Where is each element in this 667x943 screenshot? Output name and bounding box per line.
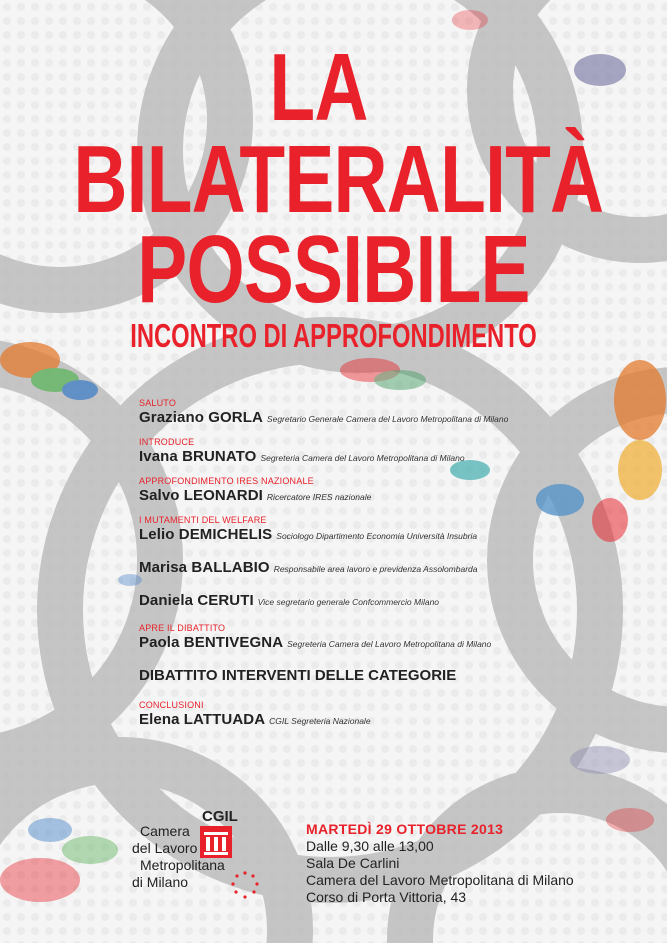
role-label: INTRODUCE (139, 437, 195, 447)
program-block-saluto (139, 398, 639, 428)
speaker-name: Salvo LEONARDI (139, 487, 263, 504)
event-address: Corso di Porta Vittoria, 43 (306, 889, 467, 905)
speaker-name: Paola BENTIVEGNA (139, 634, 284, 651)
event-room: Sala De Carlini (306, 855, 400, 871)
subtitle: INCONTRO DI APPROFONDIMENTO (130, 317, 537, 354)
program-block-introduce (139, 437, 639, 467)
event-date: MARTEDÌ 29 OTTOBRE 2013 (306, 821, 504, 837)
role-label: APRE IL DIBATTITO (139, 623, 226, 633)
speaker-line (139, 634, 639, 653)
debate-line: DIBATTITO INTERVENTI DELLE CATEGORIE (139, 667, 457, 684)
event-info (306, 820, 606, 906)
speaker-name: Graziano GORLA (139, 409, 263, 426)
event-venue: Camera del Lavoro Metropolitana di Milano (306, 872, 574, 888)
title-line-3: POSSIBILE (137, 216, 530, 323)
speaker-line (139, 592, 639, 611)
role-label: SALUTO (139, 398, 177, 408)
logo-line-1: Camera (140, 823, 190, 839)
role-label: APPROFONDIMENTO IRES NAZIONALE (139, 476, 314, 486)
speaker-name: Daniela CERUTI (139, 592, 254, 609)
star-ring-icon (230, 870, 260, 900)
speaker-name: Lelio DEMICHELIS (139, 526, 273, 543)
program-block-conclusioni (139, 700, 639, 730)
role-label: I MUTAMENTI DEL WELFARE (139, 515, 267, 525)
speaker-desc: CGIL Segreteria Nazionale (269, 716, 371, 726)
logo-line-4: di Milano (132, 874, 189, 890)
speaker-line (139, 526, 639, 545)
logo-building-icon (200, 826, 232, 858)
speaker-desc: Responsabile area lavoro e previdenza Assolombarda (273, 564, 478, 574)
speaker-name: Marisa BALLABIO (139, 559, 270, 576)
speaker-line (139, 448, 639, 467)
event-time: Dalle 9,30 alle 13,00 (306, 838, 434, 854)
speaker-line (139, 559, 639, 578)
speaker-desc: Vice segretario generale Confcommercio Milano (257, 597, 440, 607)
speaker-line (139, 409, 639, 428)
speaker-name: Ivana BRUNATO (139, 448, 257, 465)
speaker-desc: Ricercatore IRES nazionale (266, 492, 372, 502)
speaker-desc: Segreteria Camera del Lavoro Metropolitana di Milano (287, 639, 492, 649)
title-line-1: LA (269, 34, 368, 141)
cgil-logo (130, 808, 290, 918)
speaker-desc: Sociologo Dipartimento Economia Università Insubria (276, 531, 478, 541)
title-line-2: BILATERALITÀ (73, 126, 604, 233)
speaker-desc: Segretario Generale Camera del Lavoro Metropolitana di Milano (266, 414, 509, 424)
speaker-desc: Segreteria Camera del Lavoro Metropolitana di Milano (260, 453, 465, 463)
role-label: CONCLUSIONI (139, 700, 204, 710)
logo-line-3: Metropolitana (140, 857, 225, 873)
speaker-name: Elena LATTUADA (139, 711, 266, 728)
program-block-ires (139, 476, 639, 506)
speaker-line (139, 711, 639, 730)
speaker-line (139, 487, 639, 506)
program-block-welfare (139, 515, 639, 611)
program-block-debate (139, 667, 639, 684)
logo-line-2: del Lavoro (132, 840, 198, 856)
program-block-dibattito (139, 623, 639, 653)
logo-brand: CGIL (202, 808, 238, 825)
program (139, 398, 639, 739)
